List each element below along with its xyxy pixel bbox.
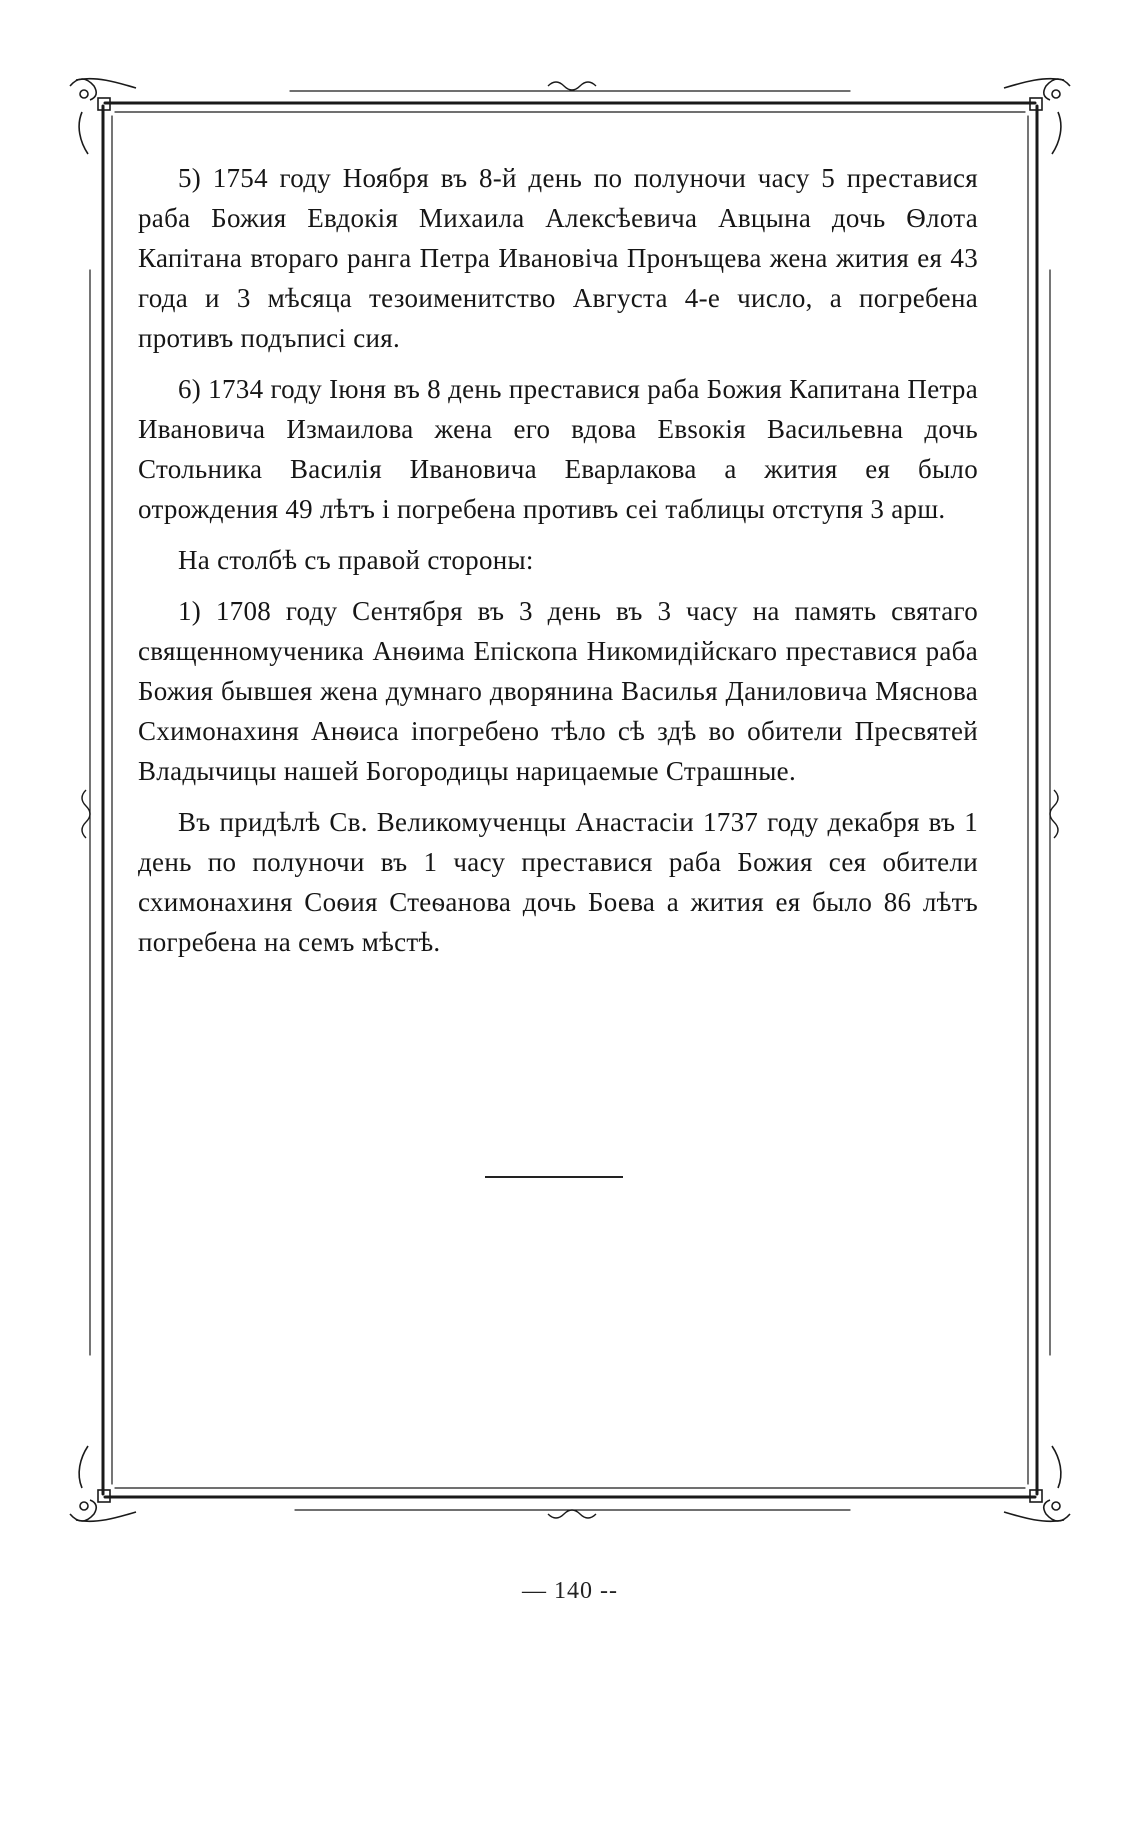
page-text [138,158,978,973]
left-center-flourish [82,790,90,838]
entry-paragraph-chapel: Въ придѣлѣ Св. Великомученцы Анастасіи 1737 году декабря въ 1 день по полуночи въ 1 часу преставися раба Божия сея обители схимонахиня Соѳия Стеѳанова дочь Боева а жития ея было 86 лѣтъ погребена на семъ мѣстѣ. [138,807,978,957]
top-center-flourish [548,82,596,90]
bottom-center-flourish [548,1510,596,1518]
entry-paragraph-1: 1) 1708 году Сентября въ 3 день въ 3 часу на память святаго священномученика Анѳима Епіскопа Никомидійскаго преставися раба Божия бывшея жена думнаго дворянина Василья Даниловича Мяснова Схимонахиня Анѳиса іпогребено тѣло сѣ здѣ во обители Пресвятей Владычицы нашей Богородицы нарицаемые Страшные. [138,596,978,786]
right-center-flourish [1050,790,1058,838]
entry-paragraph-5: 5) 1754 году Ноября въ 8-й день по полуночи часу 5 преставися раба Божия Евдокія Михаила Алексѣевича Авцына дочь Ѳлота Капітана втораго ранга Петра Ивановіча Пронъщева жена жития ея 43 года и 3 мѣсяца тезоименитство Августа 4-е число, а погребена противъ подъписі сия. [138,163,978,353]
end-rule [485,1176,623,1178]
section-heading-right-pillar: На столбѣ съ правой стороны: [178,545,534,575]
page-number: — 140 -- [522,1578,618,1604]
entry-paragraph-6: 6) 1734 году Іюня въ 8 день преставися раба Божия Капитана Петра Ивановича Измаилова жена его вдова Евѕокія Васильевна дочь Стольника Василія Ивановича Еварлакова а жития ея было отрождения 49 лѣтъ і погребена противъ сеі таблицы отступя 3 арш. [138,374,978,524]
